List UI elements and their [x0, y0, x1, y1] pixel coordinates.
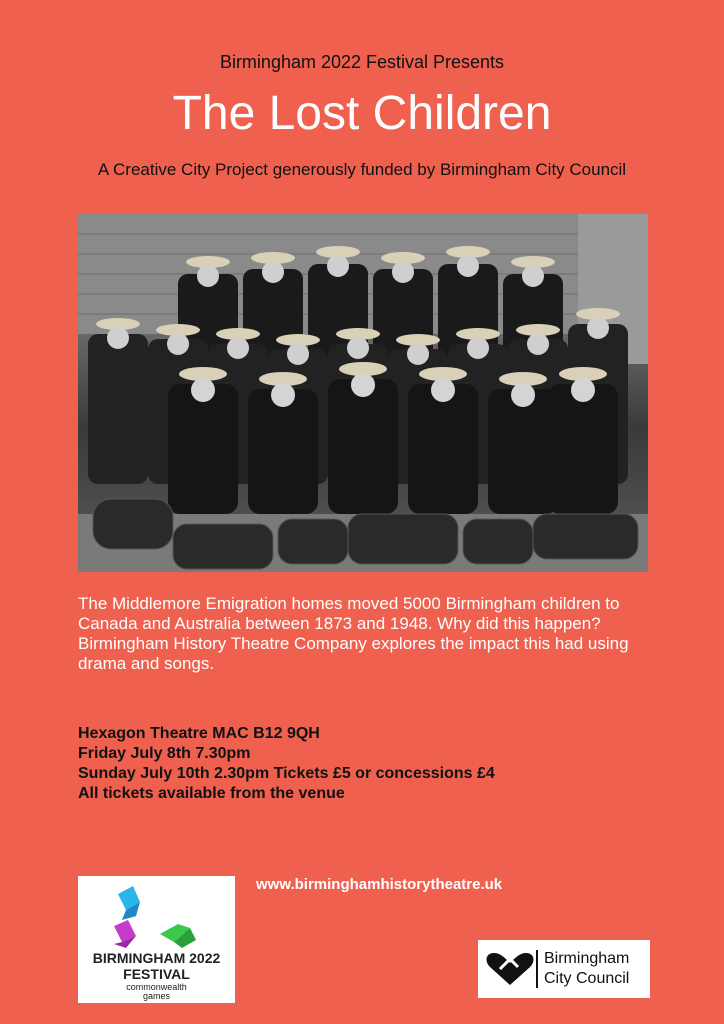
- historic-group-photo: [78, 214, 648, 572]
- tickets-line: All tickets available from the venue: [78, 785, 345, 802]
- festival-logo: [78, 876, 235, 1003]
- poster-title: The Lost Children: [172, 87, 552, 140]
- date-line-2: Sunday July 10th 2.30pm Tickets £5 or concessions £4: [78, 765, 495, 782]
- description-text: The Middlemore Emigration homes moved 5000 Birmingham children to Canada and Australia between 1873 and 1948. Why did this happen? Birmingham History Theatre Company explores the impact this had using drama and songs.: [78, 594, 629, 673]
- heart-icon: [484, 949, 536, 989]
- council-logo-line1: Birmingham: [544, 950, 630, 967]
- presents-line: Birmingham 2022 Festival Presents: [219, 52, 505, 72]
- festival-logo-line1: BIRMINGHAM 2022: [92, 950, 221, 966]
- council-logo: [478, 940, 650, 998]
- poster-subtitle: A Creative City Project generously funded by Birmingham City Council: [97, 160, 627, 179]
- festival-logo-line4: games: [142, 991, 170, 1001]
- council-logo-line2: City Council: [544, 970, 630, 987]
- festival-logo-line2: FESTIVAL: [123, 966, 190, 982]
- festival-logo-line3: commonwealth: [126, 982, 187, 992]
- event-details: [78, 724, 678, 804]
- council-divider: [536, 950, 538, 988]
- festival-shapes-icon: [78, 876, 235, 956]
- venue-line: Hexagon Theatre MAC B12 9QH: [78, 725, 320, 742]
- website-link[interactable]: www.birminghamhistorytheatre.uk: [256, 876, 503, 893]
- date-line-1: Friday July 8th 7.30pm: [78, 745, 251, 762]
